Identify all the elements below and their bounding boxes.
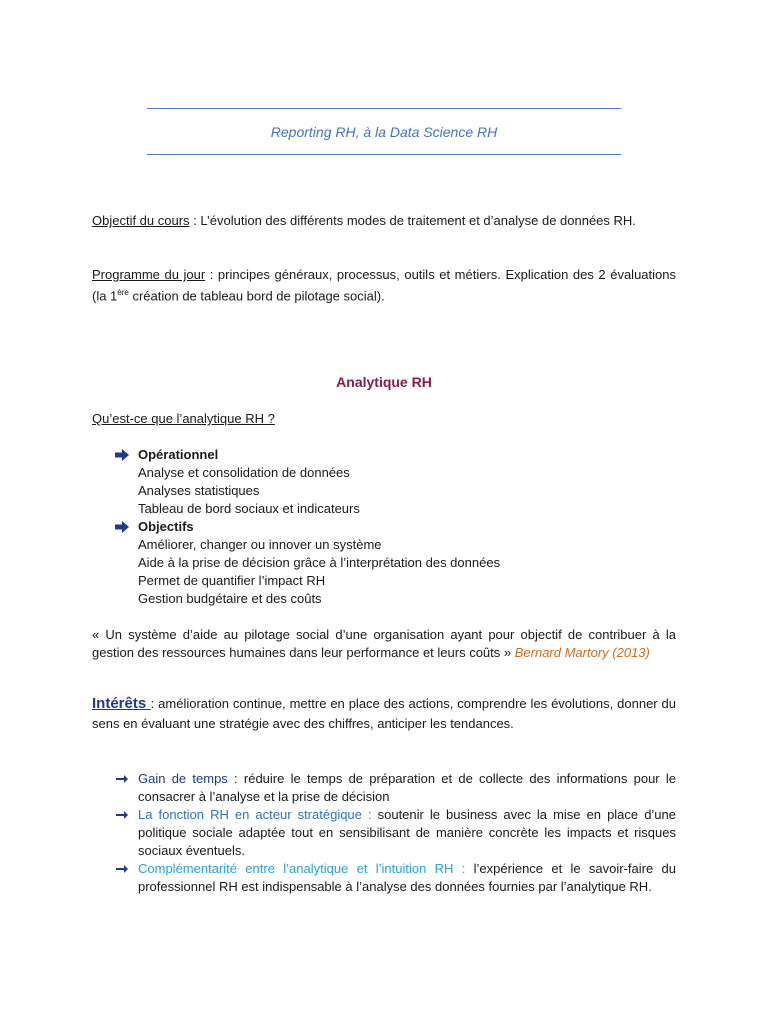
- objectif-label: Objectif du cours: [92, 213, 190, 228]
- programme-superscript: ère: [117, 288, 129, 297]
- benefit-text: soutenir le business avec la mise en place d’une politique sociale adaptée tout en sensibilisant de manière concrète les impacts et risques sociaux éventuels.: [138, 807, 676, 858]
- arrow-right-icon: [114, 448, 130, 462]
- benefit-item: [114, 860, 676, 896]
- analytique-list: [114, 446, 674, 608]
- quote-author: Bernard Martory (2013): [514, 645, 650, 660]
- title-rule-top: [147, 108, 621, 109]
- list-item: Analyse et consolidation de données: [138, 465, 350, 480]
- interets-paragraph: [92, 694, 676, 734]
- list-item: Permet de quantifier l’impact RH: [138, 573, 326, 588]
- quote-text: « Un système d’aide au pilotage social d’une organisation ayant pour objectif de contribuer à la gestion des ressources humaines dans leur performance et leurs coûts »: [92, 627, 676, 660]
- list-heading-operationnel: [114, 446, 674, 464]
- benefit-text: : réduire le temps de préparation et de collecte des informations pour le consacrer à l’analyse et la prise de décision: [138, 771, 676, 804]
- arrow-right-icon: [114, 772, 130, 786]
- benefit-item: [114, 806, 676, 860]
- arrow-right-icon: [114, 808, 130, 822]
- benefit-key: La fonction RH en acteur stratégique :: [138, 807, 372, 822]
- benefit-key: Complémentarité entre l’analytique et l’intuition RH :: [138, 861, 466, 876]
- programme-text-before: : principes généraux, processus, outils et métiers. Explication des 2 évaluations (la 1: [92, 267, 676, 304]
- list-item: Analyses statistiques: [138, 483, 260, 498]
- programme-text-after: création de tableau bord de pilotage social).: [128, 288, 385, 304]
- title-rule-bottom: [147, 154, 621, 155]
- list-heading-label: Opérationnel: [138, 447, 219, 462]
- benefit-key: Gain de temps: [138, 771, 228, 786]
- benefits-list: [114, 770, 676, 896]
- arrow-right-icon: [114, 862, 130, 876]
- list-item: Gestion budgétaire et des coûts: [138, 591, 322, 606]
- section-question: Qu’est-ce que l’analytique RH ?: [92, 411, 275, 426]
- interets-label: Intérêts: [92, 695, 151, 712]
- arrow-right-icon: [114, 520, 130, 534]
- programme-paragraph: [92, 266, 676, 305]
- list-heading-objectifs: [114, 518, 674, 536]
- objectif-paragraph: [92, 212, 676, 230]
- interets-text: : amélioration continue, mettre en place des actions, comprendre les évolutions, donner du sens en évaluant une stratégie avec des chiffres, anticiper les tendances.: [92, 696, 676, 731]
- objectif-text: : L’évolution des différents modes de traitement et d’analyse de données RH.: [189, 213, 636, 228]
- benefit-item: [114, 770, 676, 806]
- section-title: Analytique RH: [336, 374, 432, 390]
- list-item: Aide à la prise de décision grâce à l’interprétation des données: [138, 555, 501, 570]
- list-heading-label: Objectifs: [138, 519, 194, 534]
- benefit-text: l’expérience et le savoir-faire du professionnel RH est indispensable à l’analyse des données fournies par l’analytique RH.: [138, 861, 676, 894]
- list-item: Améliorer, changer ou innover un système: [138, 537, 382, 552]
- document-title: Reporting RH, à la Data Science RH: [270, 124, 498, 140]
- programme-label: Programme du jour: [92, 267, 206, 282]
- martory-quote: [92, 626, 676, 662]
- list-item: Tableau de bord sociaux et indicateurs: [138, 501, 360, 516]
